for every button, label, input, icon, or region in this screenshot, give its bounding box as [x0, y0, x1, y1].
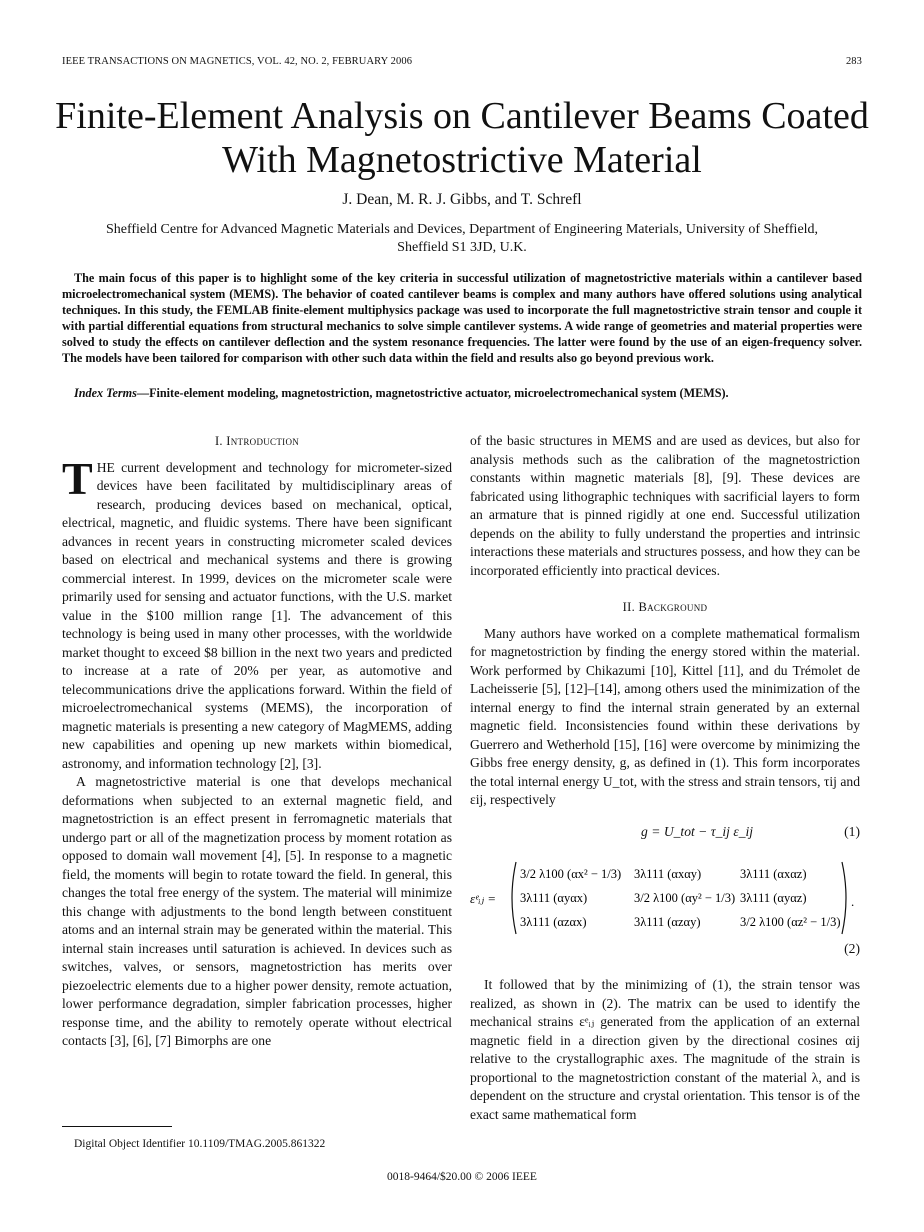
matrix-cell: 3/2 λ100 (αz² − 1/3): [740, 914, 841, 929]
drop-cap: T: [62, 452, 93, 504]
paper-title: Finite-Element Analysis on Cantilever Beams Coated With Magnetostrictive Material: [55, 95, 869, 181]
section-title: Background: [638, 600, 708, 614]
section-heading-introduction: [62, 432, 452, 451]
footnote-doi: Digital Object Identifier 10.1109/TMAG.2005.861322: [74, 1138, 326, 1150]
matrix-cell: 3λ111 (αxαy): [634, 866, 702, 881]
section-heading-background: [470, 598, 860, 617]
background-paragraph-1: Many authors have worked on a complete mathematical formalism for magnetostriction by finding the energy stored within the material. Work performed by Chikazumi [10], Kittel [11], and du Trémolet de Lacheisserie [5], [12]–[14], among others used the minimization of the internal energy to find the internal strain generated by an external magnetic field. Inconsistencies found within these derivations by Guerrero and Wetherhold [15], [16] were overcome by minimizing the Gibbs free energy density, g, as defined in (1). This form incorporates the total internal energy U_tot, with the stress and strain tensors, τij and εij, respectively: [470, 625, 860, 807]
copyright-line: 0018-9464/$20.00 © 2006 IEEE: [387, 1171, 537, 1183]
matrix-lhs: εᵉᵢⱼ =: [470, 890, 497, 906]
index-terms-label: Index Terms: [74, 386, 137, 400]
index-terms-text: —Finite-element modeling, magnetostriction, magnetostrictive actuator, microelectromechanical system (MEMS).: [136, 386, 729, 400]
page-number: 283: [845, 56, 862, 67]
intro-paragraph-1-text: HE current development and technology for micrometer-sized devices have been facilitated by multidisciplinary areas of research, producing devices based on mechanical, optical, electrical, magnetic, and fluidic systems. There have been significant advances in recent years in constructing micrometer scaled devices based on electrical and mechanical systems and there is growing commercial interest. In 1999, devices on the micrometer scale were primarily used for sensing and actuator functions, with the U.S. market value in the $100 million range [1]. The advancement of this technology is being used in many other processes, with the worldwide market thought to exceed $8 billion in the next two years and predicted to increase at a rate of 20% per year, as automotive and telecommunications drive the applications forward. Within the field of microelectromechanical systems (MEMS), the incorporation of magnetic materials is presenting a new category of MagMEMS, adding new capabilities and opening up new markets within biomedical, astronomy, and information technology [2], [3].: [62, 459, 452, 771]
matrix-cell: 3λ111 (αzαx): [520, 914, 587, 929]
section-numeral: II.: [622, 600, 636, 614]
strain-tensor-matrix: [470, 856, 860, 940]
equation-1-number: (1): [844, 824, 860, 840]
right-column: [470, 432, 860, 1124]
matrix-cell: 3/2 λ100 (αx² − 1/3): [520, 866, 622, 881]
intro-paragraph-2: A magnetostrictive material is one that develops mechanical deformations when subjected to an external magnetic field, and magnetostriction is an effect present in ferromagnetic materials that undergo part or all of the magnetization process by moment rotation as opposed to domain wall movement [4], [5]. In response to a magnetic field, the moments will begin to rotate toward the field. In general, this changes the total free energy of the system. The material will minimize this change with adjustments to the bond length between constituent atoms and an internal strain may be generated within the material. This internal stain increases until saturation is achieved. In devices such as switches, valves, or sensors, magnetostriction has merits over piezoelectric elements due to a higher power density, remote actuation, lower performance degradation, simpler fabrication processes, higher response time, and the ability to remotely operate without electrical contacts [3], [6], [7] Bimorphs are one: [62, 774, 452, 1048]
author-list: J. Dean, M. R. J. Gibbs, and T. Schrefl: [342, 191, 582, 208]
matrix-period: .: [851, 893, 855, 909]
running-header: [62, 56, 862, 67]
equation-1: [470, 818, 860, 848]
matrix-cell: 3/2 λ100 (αy² − 1/3): [634, 890, 736, 905]
matrix-cell: 3λ111 (αyαz): [740, 890, 807, 905]
left-column: [62, 432, 452, 1051]
footnote-rule: [62, 1126, 172, 1127]
index-terms: [62, 386, 862, 401]
equation-1-body: g = U_tot − τ_ij ε_ij: [641, 824, 754, 840]
right-paren: [842, 862, 846, 934]
matrix-cell: 3λ111 (αxαz): [740, 866, 807, 881]
left-paren: [512, 862, 516, 934]
matrix-svg: [470, 856, 860, 940]
matrix-cell: 3λ111 (αyαx): [520, 890, 588, 905]
affiliation: Sheffield Centre for Advanced Magnetic Materials and Devices, Department of Engineering Materials, University of Sheffield, Sheffield S1 3JD, U.K.: [105, 222, 819, 255]
section-title: Introduction: [226, 434, 300, 448]
abstract: The main focus of this paper is to highlight some of the key criteria in successful utilization of magnetostrictive materials within a cantilever based microelectromechanical system (MEMS). The behavior of coated cantilever beams is complex and many authors have offered solutions using analytical techniques. In this study, the FEMLAB finite-element multiphysics package was used to incorporate the full magnetostrictive strain tensor and couple it with partial differential equations from structural mechanics to solve simple cantilever systems. A wide range of geometries and material properties were solved to study the effects on cantilever deflection and the system resonance frequencies. The latter were found by the use of an eigen-frequency solver. The models have been tailored for comparison with other such data within the field and results also go beyond previous work.: [62, 271, 862, 365]
intro-paragraph-2-continued: of the basic structures in MEMS and are used as devices, but also for analysis methods such as the calibration of the magnetostriction constants within magnetic materials [8], [9]. These devices are fabricated using lithographic techniques with sacrificial layers to form an armature that is pinned rigidly at one end. Successful utilization depends on the ability to fully understand the properties and intrinsic interactions these materials and structures possess, and how they can be incorporated efficiently into practical devices.: [470, 433, 860, 578]
intro-paragraph-1: [62, 452, 452, 774]
background-paragraph-2: It followed that by the minimizing of (1), the strain tensor was realized, as shown in (2). The matrix can be used to identify the mechanical strains εᵉᵢⱼ generated from the application of an external magnetic field in a direction given by the directional cosines αij relative to the crystallographic axes. The magnitude of the strain is proportional to the magnetostriction constant of the material λ, and is dependent on the structure and crystal orientation. This tensor is of the exact same mathematical form: [470, 977, 860, 1122]
journal-citation: IEEE TRANSACTIONS ON MAGNETICS, VOL. 42, NO. 2, FEBRUARY 2006: [62, 56, 413, 67]
matrix-cell: 3λ111 (αzαy): [634, 914, 701, 929]
equation-2-number: (2): [844, 940, 860, 956]
section-numeral: I.: [214, 434, 223, 448]
